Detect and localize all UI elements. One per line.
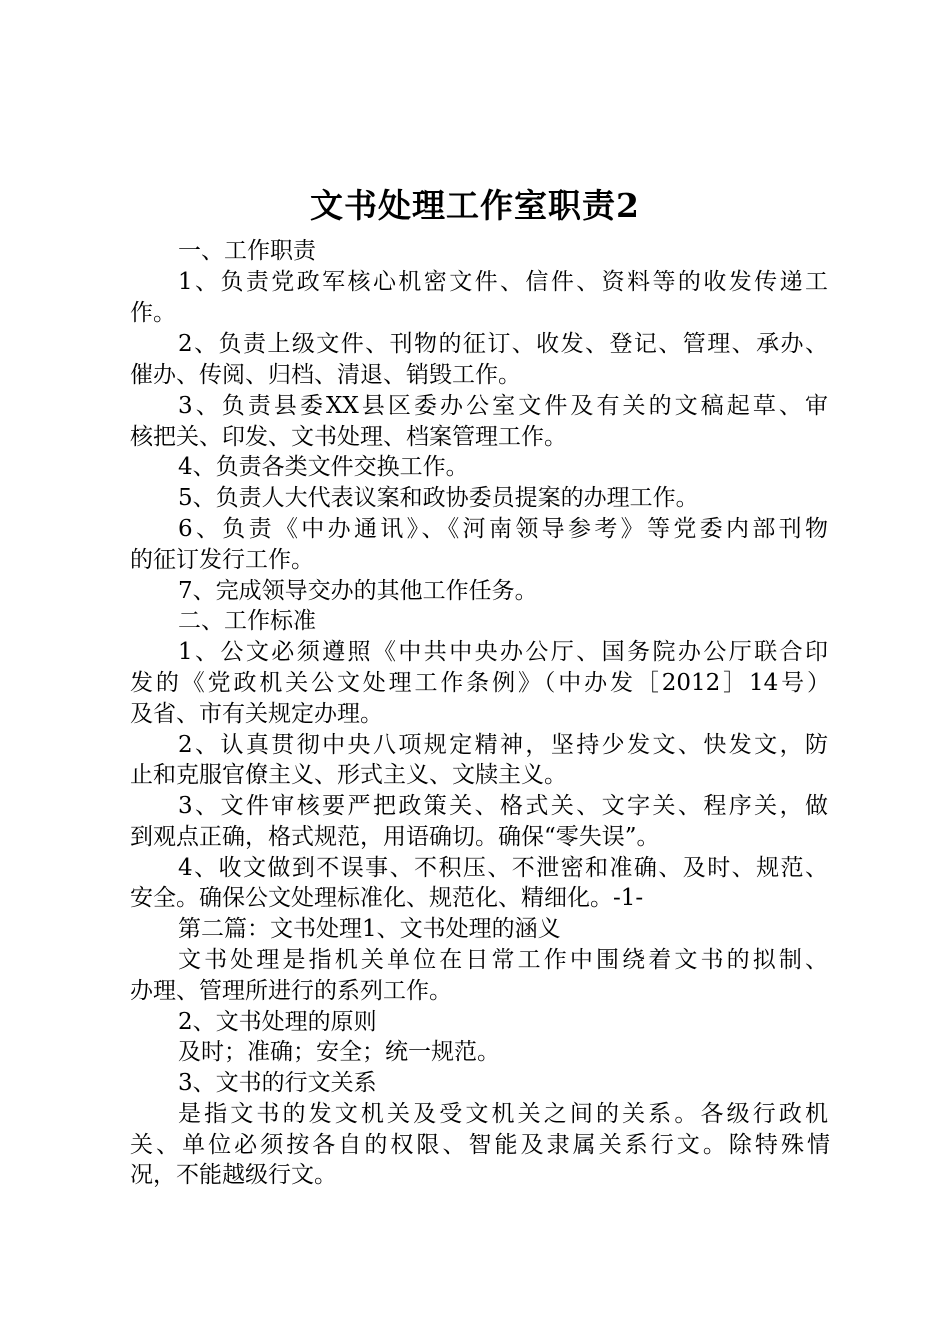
paragraph-line: 4、负责各类文件交换工作。: [178, 454, 469, 480]
paragraph-line: 3、文件审核要严把政策关、格式关、文字关、程序关，做: [178, 793, 828, 819]
paragraph-line: 止和克服官僚主义、形式主义、文牍主义。: [130, 762, 567, 788]
section-heading: 二、工作标准: [178, 608, 316, 634]
paragraph-line: 到观点正确，格式规范，用语确切。确保“零失误”。: [130, 824, 660, 850]
paragraph-line: 2、文书处理的原则: [178, 1009, 377, 1035]
paragraph-line: 况，不能越级行文。: [130, 1162, 337, 1188]
section-heading: 一、工作职责: [178, 238, 316, 264]
paragraph-line: 作。: [130, 300, 176, 326]
paragraph-line: 3、负责县委XX县区委办公室文件及有关的文稿起草、审: [178, 393, 828, 419]
paragraph-line: 安全。确保公文处理标准化、规范化、精细化。-1-: [130, 885, 644, 911]
paragraph-line: 6、负责《中办通讯》、《河南领导参考》等党委内部刊物: [178, 516, 828, 542]
paragraph-line: 4、收文做到不误事、不积压、不泄密和准确、及时、规范、: [178, 855, 828, 881]
paragraph-line: 1、公文必须遵照《中共中央办公厅、国务院办公厅联合印: [178, 639, 828, 665]
paragraph-line: 关、单位必须按各自的权限、智能及隶属关系行文。除特殊情: [130, 1132, 830, 1158]
paragraph-line: 2、认真贯彻中央八项规定精神，坚持少发文、快发文，防: [178, 732, 828, 758]
paragraph-line: 发的《党政机关公文处理工作条例》（中办发［2012］14号）: [130, 670, 830, 696]
paragraph-line: 核把关、印发、文书处理、档案管理工作。: [130, 424, 567, 450]
paragraph-line: 文书处理是指机关单位在日常工作中围绕着文书的拟制、: [178, 947, 828, 973]
paragraph-line: 是指文书的发文机关及受文机关之间的关系。各级行政机: [178, 1101, 828, 1127]
paragraph-line: 5、负责人大代表议案和政协委员提案的办理工作。: [178, 485, 699, 511]
section-heading: 第二篇：文书处理1、文书处理的涵义: [178, 916, 561, 942]
paragraph-line: 及时；准确；安全；统一规范。: [178, 1039, 500, 1065]
paragraph-line: 2、负责上级文件、刊物的征订、收发、登记、管理、承办、: [178, 331, 828, 357]
paragraph-line: 的征订发行工作。: [130, 547, 314, 573]
paragraph-line: 3、文书的行文关系: [178, 1070, 377, 1096]
document-title: 文书处理工作室职责2: [310, 186, 640, 225]
paragraph-line: 办理、管理所进行的系列工作。: [130, 978, 452, 1004]
paragraph-line: 1、负责党政军核心机密文件、信件、资料等的收发传递工: [178, 269, 828, 295]
paragraph-line: 催办、传阅、归档、清退、销毁工作。: [130, 362, 521, 388]
paragraph-line: 及省、市有关规定办理。: [130, 701, 383, 727]
paragraph-line: 7、完成领导交办的其他工作任务。: [178, 578, 538, 604]
